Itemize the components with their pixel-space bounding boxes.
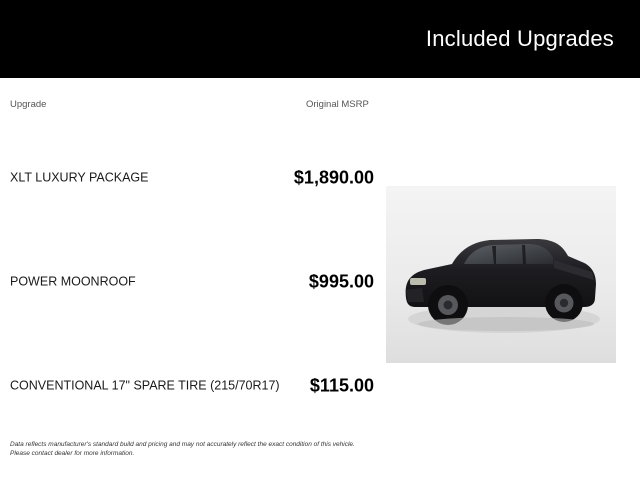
upgrades-table: [0, 126, 640, 438]
table-row: [0, 334, 640, 438]
table-row: [0, 126, 640, 230]
column-header-upgrade: Upgrade: [10, 99, 47, 110]
upgrade-price: $995.00: [308, 271, 374, 292]
table-row: [0, 230, 640, 334]
upgrade-label: XLT LUXURY PACKAGE: [10, 170, 149, 185]
column-header-msrp: Original MSRP: [306, 99, 369, 110]
page-title: Included Upgrades: [425, 26, 614, 51]
upgrade-price: $1,890.00: [293, 167, 374, 188]
page-header: [0, 0, 640, 78]
upgrade-price: $115.00: [309, 375, 374, 396]
table-column-headers: [0, 78, 640, 126]
disclaimer-line-2: Please contact dealer for more information.: [10, 450, 135, 457]
disclaimer-line-1: Data reflects manufacturer's standard build and pricing and may not accurately reflect the exact condition of this vehicle.: [10, 441, 355, 448]
disclaimer: [10, 440, 490, 458]
upgrade-label: POWER MOONROOF: [10, 274, 136, 289]
upgrade-label: CONVENTIONAL 17" SPARE TIRE (215/70R17): [10, 378, 280, 393]
